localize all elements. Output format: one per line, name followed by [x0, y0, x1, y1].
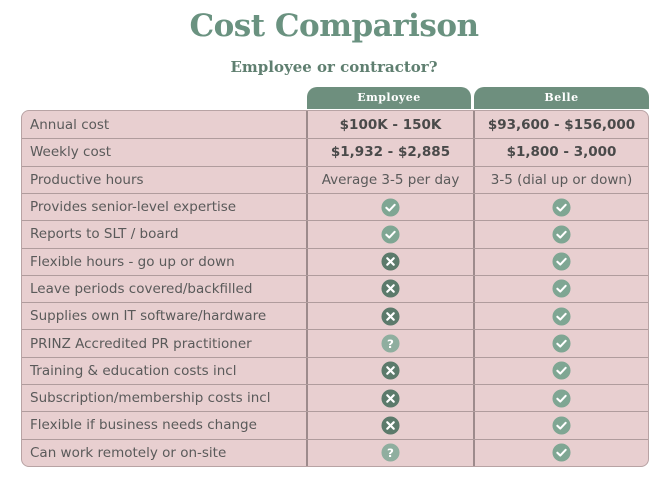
row-label: Reports to SLT / board — [30, 226, 179, 243]
svg-text:?: ? — [387, 446, 394, 461]
table-row — [22, 357, 648, 384]
svg-text:?: ? — [387, 336, 394, 351]
table-row — [22, 248, 648, 275]
table-row — [22, 138, 648, 165]
check-icon — [475, 249, 648, 275]
row-label: PRINZ Accredited PR practitioner — [30, 335, 252, 352]
table-row — [22, 275, 648, 302]
check-icon — [475, 221, 648, 247]
employee-value: $1,932 - $2,885 — [330, 144, 451, 161]
table-row — [22, 439, 648, 466]
check-icon — [475, 358, 648, 384]
row-label: Subscription/membership costs incl — [30, 390, 271, 407]
row-label: Supplies own IT software/hardware — [30, 308, 267, 325]
check-icon — [308, 194, 473, 220]
page-title: Cost Comparison — [189, 8, 479, 44]
row-label: Flexible hours - go up or down — [30, 253, 235, 270]
row-label: Annual cost — [30, 116, 110, 133]
column-header-employee: Employee — [307, 87, 471, 109]
cross-icon — [308, 358, 473, 384]
column-header-contractor: Belle — [474, 87, 649, 109]
question-icon — [308, 440, 473, 466]
row-label: Leave periods covered/backfilled — [30, 280, 253, 297]
contractor-value: $1,800 - 3,000 — [506, 144, 617, 161]
table-row — [22, 411, 648, 438]
cross-icon — [308, 412, 473, 438]
table-row — [22, 302, 648, 329]
employee-value: $100K - 150K — [339, 116, 442, 133]
table-row — [22, 220, 648, 247]
table-row — [22, 329, 648, 356]
check-icon — [475, 330, 648, 356]
contractor-value: 3-5 (dial up or down) — [490, 171, 633, 188]
page-subtitle: Employee or contractor? — [230, 58, 438, 76]
table-row — [22, 166, 648, 193]
check-icon — [475, 412, 648, 438]
question-icon — [308, 330, 473, 356]
employee-value: Average 3-5 per day — [321, 171, 460, 188]
contractor-value: $93,600 - $156,000 — [487, 116, 636, 133]
row-label: Weekly cost — [30, 144, 112, 161]
check-icon — [475, 440, 648, 466]
row-label: Can work remotely or on-site — [30, 444, 227, 461]
check-icon — [475, 194, 648, 220]
table-row — [22, 111, 648, 138]
row-label: Productive hours — [30, 171, 144, 188]
row-label: Provides senior-level expertise — [30, 199, 237, 216]
cross-icon — [308, 385, 473, 411]
cross-icon — [308, 303, 473, 329]
check-icon — [475, 385, 648, 411]
cross-icon — [308, 249, 473, 275]
table-row — [22, 384, 648, 411]
check-icon — [308, 221, 473, 247]
row-label: Flexible if business needs change — [30, 417, 257, 434]
comparison-table — [21, 110, 649, 467]
row-label: Training & education costs incl — [30, 362, 237, 379]
check-icon — [475, 303, 648, 329]
cross-icon — [308, 276, 473, 302]
table-row — [22, 193, 648, 220]
check-icon — [475, 276, 648, 302]
